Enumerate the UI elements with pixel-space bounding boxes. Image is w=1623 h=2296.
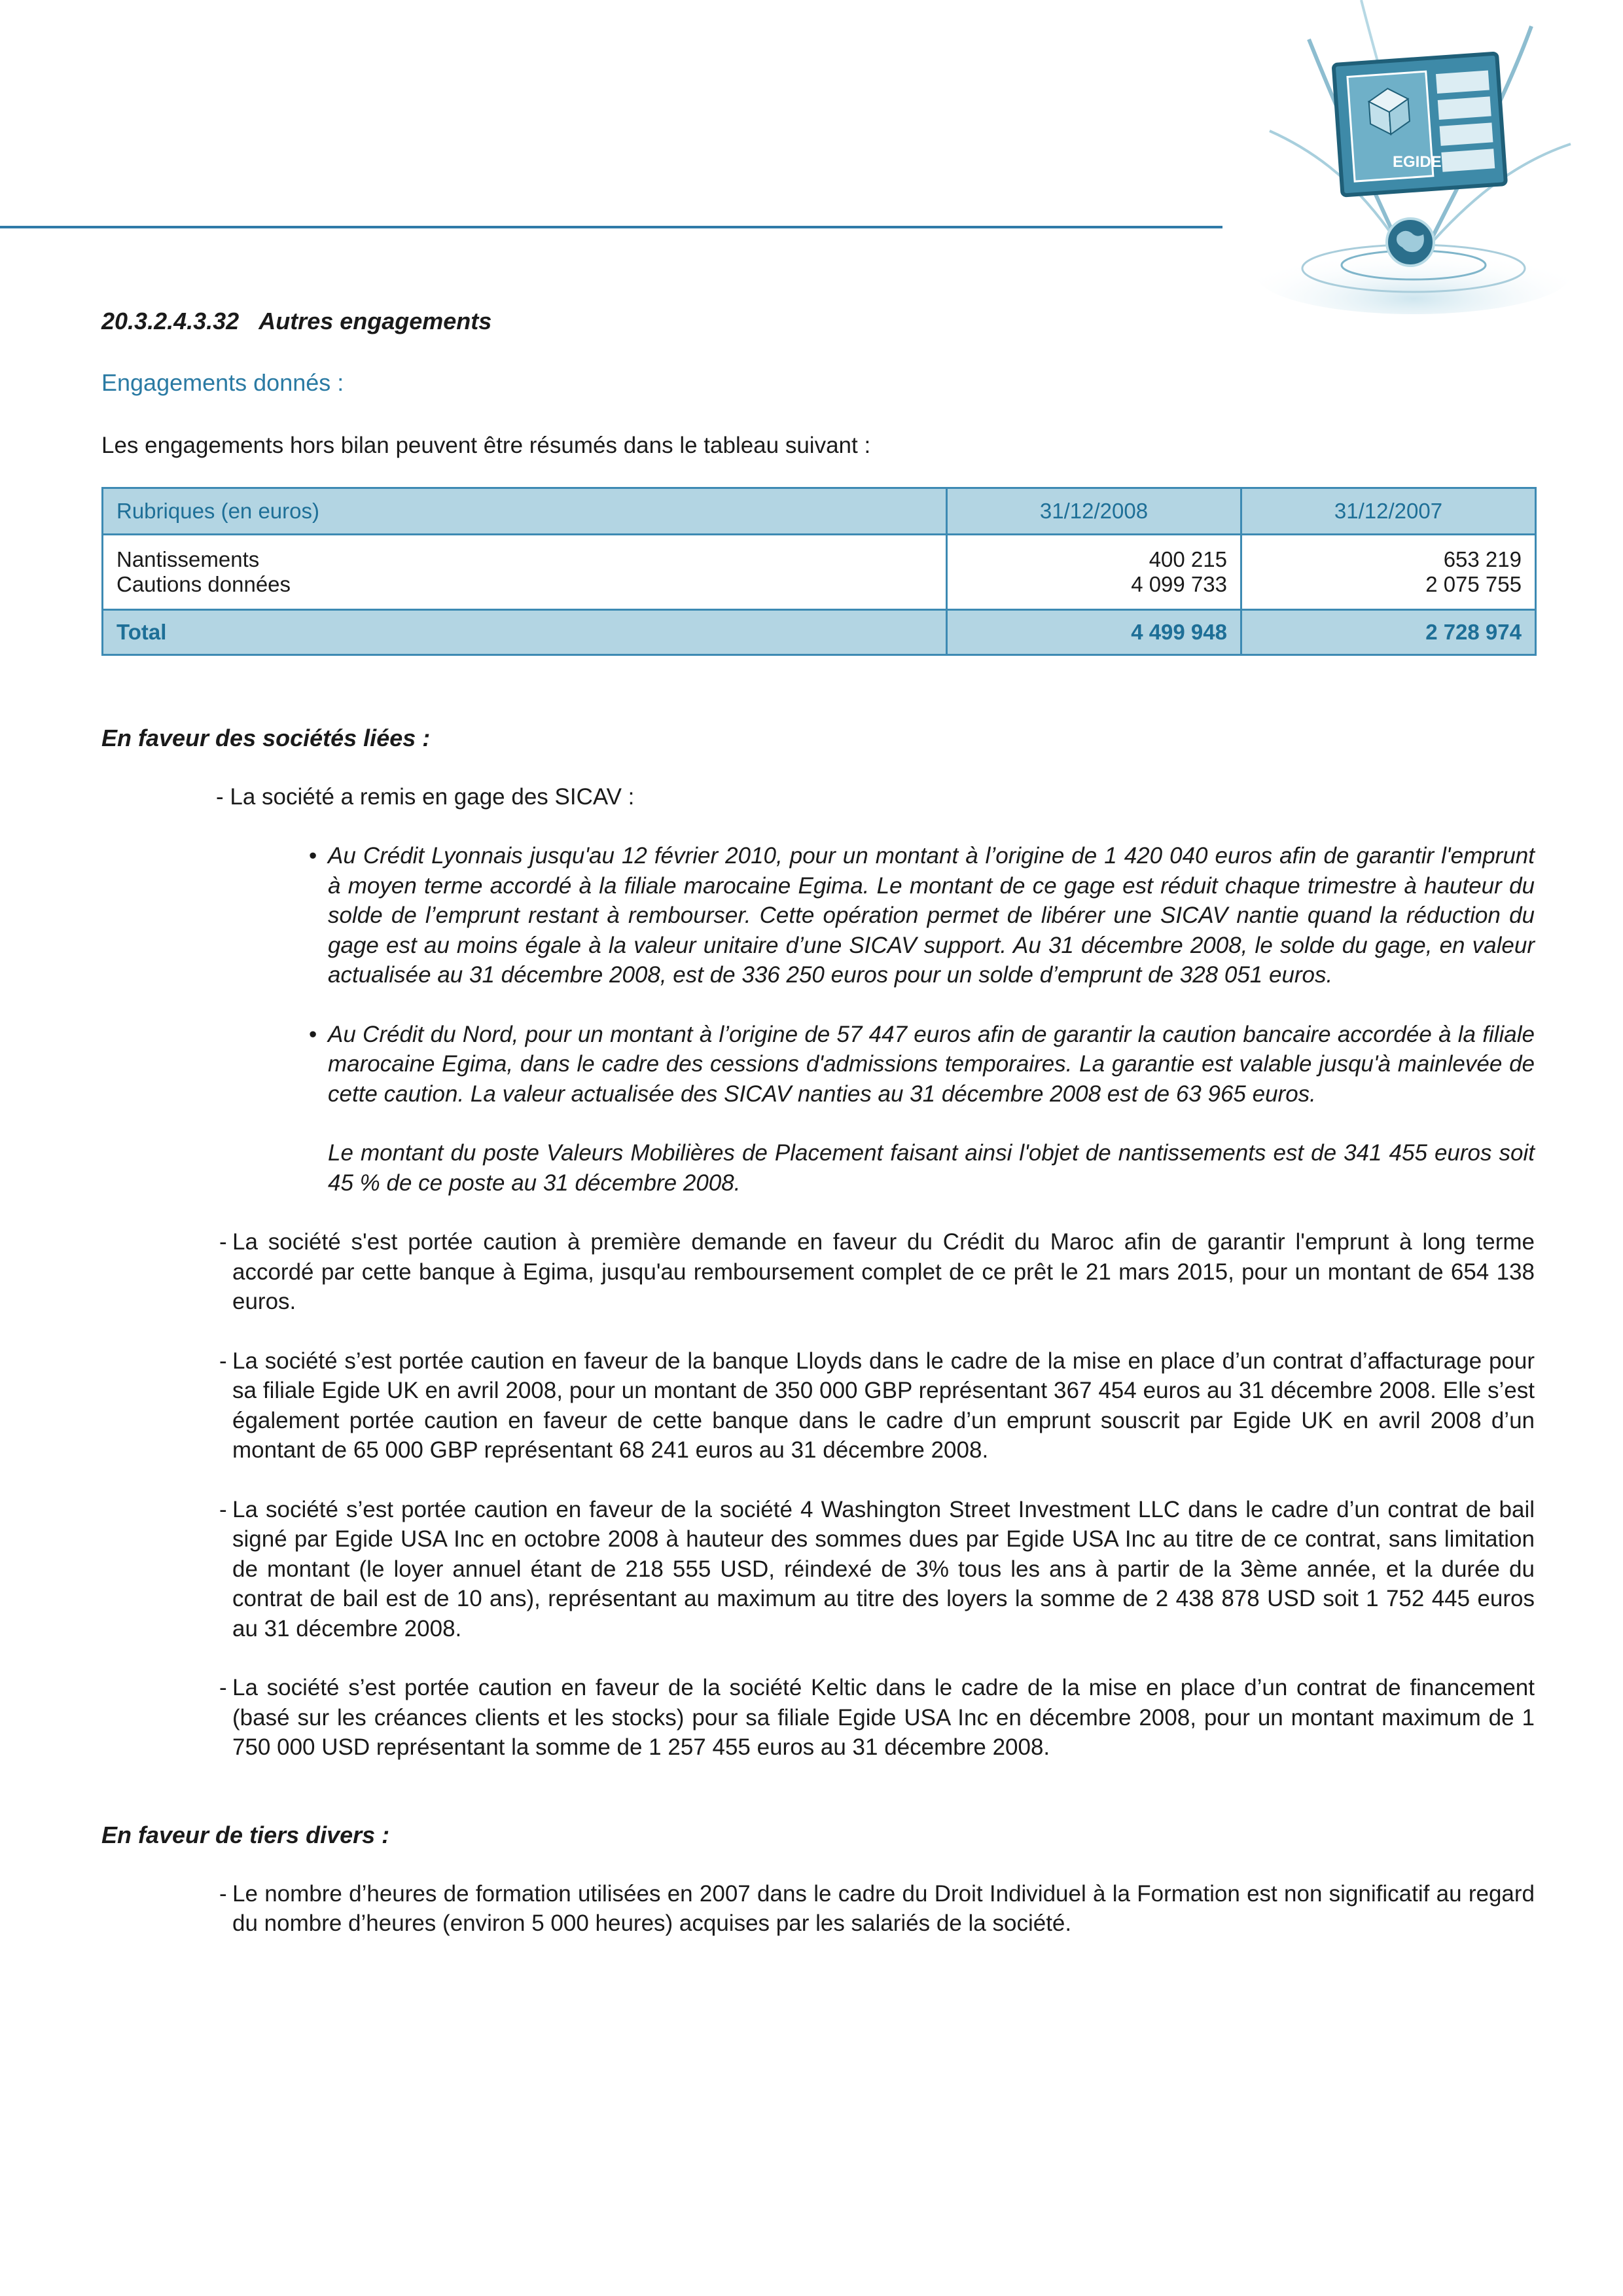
dash-marker: - [219, 1675, 227, 1700]
section-number: 20.3.2.4.3.32 [101, 308, 240, 334]
given-commitments-heading: Engagements donnés : [101, 369, 344, 396]
value-nantissements-2007: 653 219 [1443, 547, 1522, 571]
bullet-text: Au Crédit du Nord, pour un montant à l’origine de 57 447 euros afin de garantir la caution bancaire accordée à la filiale marocaine Egima, dans le cadre des cessions d'admissions temporaires. La garantie est valable jusqu'à mainlevée de cette caution. La valeur actualisée des SICAV nanties au 31 décembre 2008 est de 63 965 euros. [328, 1021, 1535, 1107]
bullet-icon: • [309, 1021, 317, 1047]
list-item [101, 1879, 1535, 1939]
list-item-text: La société s’est portée caution en faveur de la banque Lloyds dans le cadre de la mise en place d’un contrat d’affacturage pour sa filiale Egide UK en avril 2008, pour un montant de 350 000 GBP représentant 367 454 euros au 31 décembre 2008. Elle s’est également portée caution en faveur de cette banque dans le cadre d’un emprunt souscrit par Egide UK en avril 2008 d’un montant de 65 000 GBP représentant 68 241 euros au 31 décembre 2008. [232, 1348, 1535, 1463]
logo-text: EGIDE [1393, 153, 1442, 171]
table-header-row [103, 488, 1536, 534]
total-label: Total [103, 609, 947, 655]
dash-marker: - [219, 1229, 227, 1255]
header-rule [0, 226, 1222, 228]
page-content [101, 308, 1535, 1939]
row-label-cautions: Cautions données [116, 571, 291, 596]
value-cautions-2008: 4 099 733 [1131, 571, 1227, 596]
related-companies-heading: En faveur des sociétés liées : [101, 724, 431, 751]
list-item [101, 1227, 1535, 1317]
row-labels [103, 534, 947, 609]
commitments-table [101, 487, 1537, 656]
list-item-text: La société s’est portée caution en faveur de la société Keltic dans le cadre de la mise en place d’un contrat de financement (basé sur les créances clients et les stocks) pour sa filiale Egide USA Inc en décembre 2008, pour un montant maximum de 1 750 000 USD représentant la somme de 1 257 455 euros au 31 décembre 2008. [232, 1675, 1535, 1760]
header-2008: 31/12/2008 [947, 488, 1241, 534]
header-2007: 31/12/2007 [1241, 488, 1536, 534]
bullet-credit-lyonnais [101, 841, 1535, 990]
dash-marker: - [219, 1496, 227, 1522]
table-intro: Les engagements hors bilan peuvent être résumés dans le tableau suivant : [101, 433, 871, 458]
third-parties-heading: En faveur de tiers divers : [101, 1821, 390, 1848]
list-item [101, 1673, 1535, 1763]
vmp-note: Le montant du poste Valeurs Mobilières de Placement faisant ainsi l'objet de nantissements est de 341 455 euros soit 45 % de ce poste au 31 décembre 2008. [328, 1140, 1535, 1196]
bullet-text: Au Crédit Lyonnais jusqu'au 12 février 2010, pour un montant à l’origine de 1 420 040 euros afin de garantir l'emprunt à moyen terme accordé à la filiale marocaine Egima. Le montant de ce gage est réduit chaque trimestre à hauteur du solde de l’emprunt restant à rembourser. Cette opération permet de libérer une SICAV nantie quand la réduction du gage est au moins égale à la valeur unitaire d’une SICAV support. Au 31 décembre 2008, le solde du gage, en valeur actualisée au 31 décembre 2008, est de 336 250 euros pour un solde d’emprunt de 328 051 euros. [328, 843, 1535, 988]
dash-marker: - [219, 1348, 227, 1374]
header-rubriques: Rubriques (en euros) [103, 488, 947, 534]
dash-marker: - [219, 1880, 227, 1907]
list-item-text: La société s'est portée caution à première demande en faveur du Crédit du Maroc afin de garantir l'emprunt à long terme accordé par cette banque à Egima, jusqu'au remboursement complet de ce prêt le 21 mars 2015, pour un montant de 654 138 euros. [232, 1229, 1535, 1314]
row-label-nantissements: Nantissements [116, 547, 260, 571]
list-item [101, 1346, 1535, 1465]
value-cautions-2007: 2 075 755 [1425, 571, 1522, 596]
value-nantissements-2008: 400 215 [1149, 547, 1227, 571]
row-values-2008 [947, 534, 1241, 609]
egide-logo-illustration [1230, 0, 1597, 321]
total-2008: 4 499 948 [947, 609, 1241, 655]
list-item [101, 1495, 1535, 1644]
table-row [103, 534, 1536, 609]
row-values-2007 [1241, 534, 1536, 609]
section-title: Autres engagements [259, 308, 492, 334]
bullet-credit-du-nord [101, 1020, 1535, 1109]
list-item-text: La société s’est portée caution en faveur de la société 4 Washington Street Investment LLC dans le cadre d’un contrat de bail signé par Egide USA Inc en octobre 2008 à hauteur des sommes dues par Egide USA Inc au titre de ce contrat, sans limitation de montant (le loyer annuel étant de 218 555 USD, réindexé de 3% tous les ans à partir de la 3ème année, et la durée du contrat de bail est de 10 ans), représentant au maximum au titre des loyers la somme de 2 438 878 USD soit 1 752 445 euros au 31 décembre 2008. [232, 1496, 1535, 1641]
sicav-intro: - La société a remis en gage des SICAV : [216, 783, 635, 810]
section-heading [101, 308, 1535, 335]
bullet-icon: • [309, 843, 317, 869]
total-2007: 2 728 974 [1241, 609, 1536, 655]
list-item-text: Le nombre d’heures de formation utilisées en 2007 dans le cadre du Droit Individuel à la Formation est non significatif au regard du nombre d’heures (environ 5 000 heures) acquises par les salariés de la société. [232, 1880, 1535, 1936]
table-total-row [103, 609, 1536, 655]
